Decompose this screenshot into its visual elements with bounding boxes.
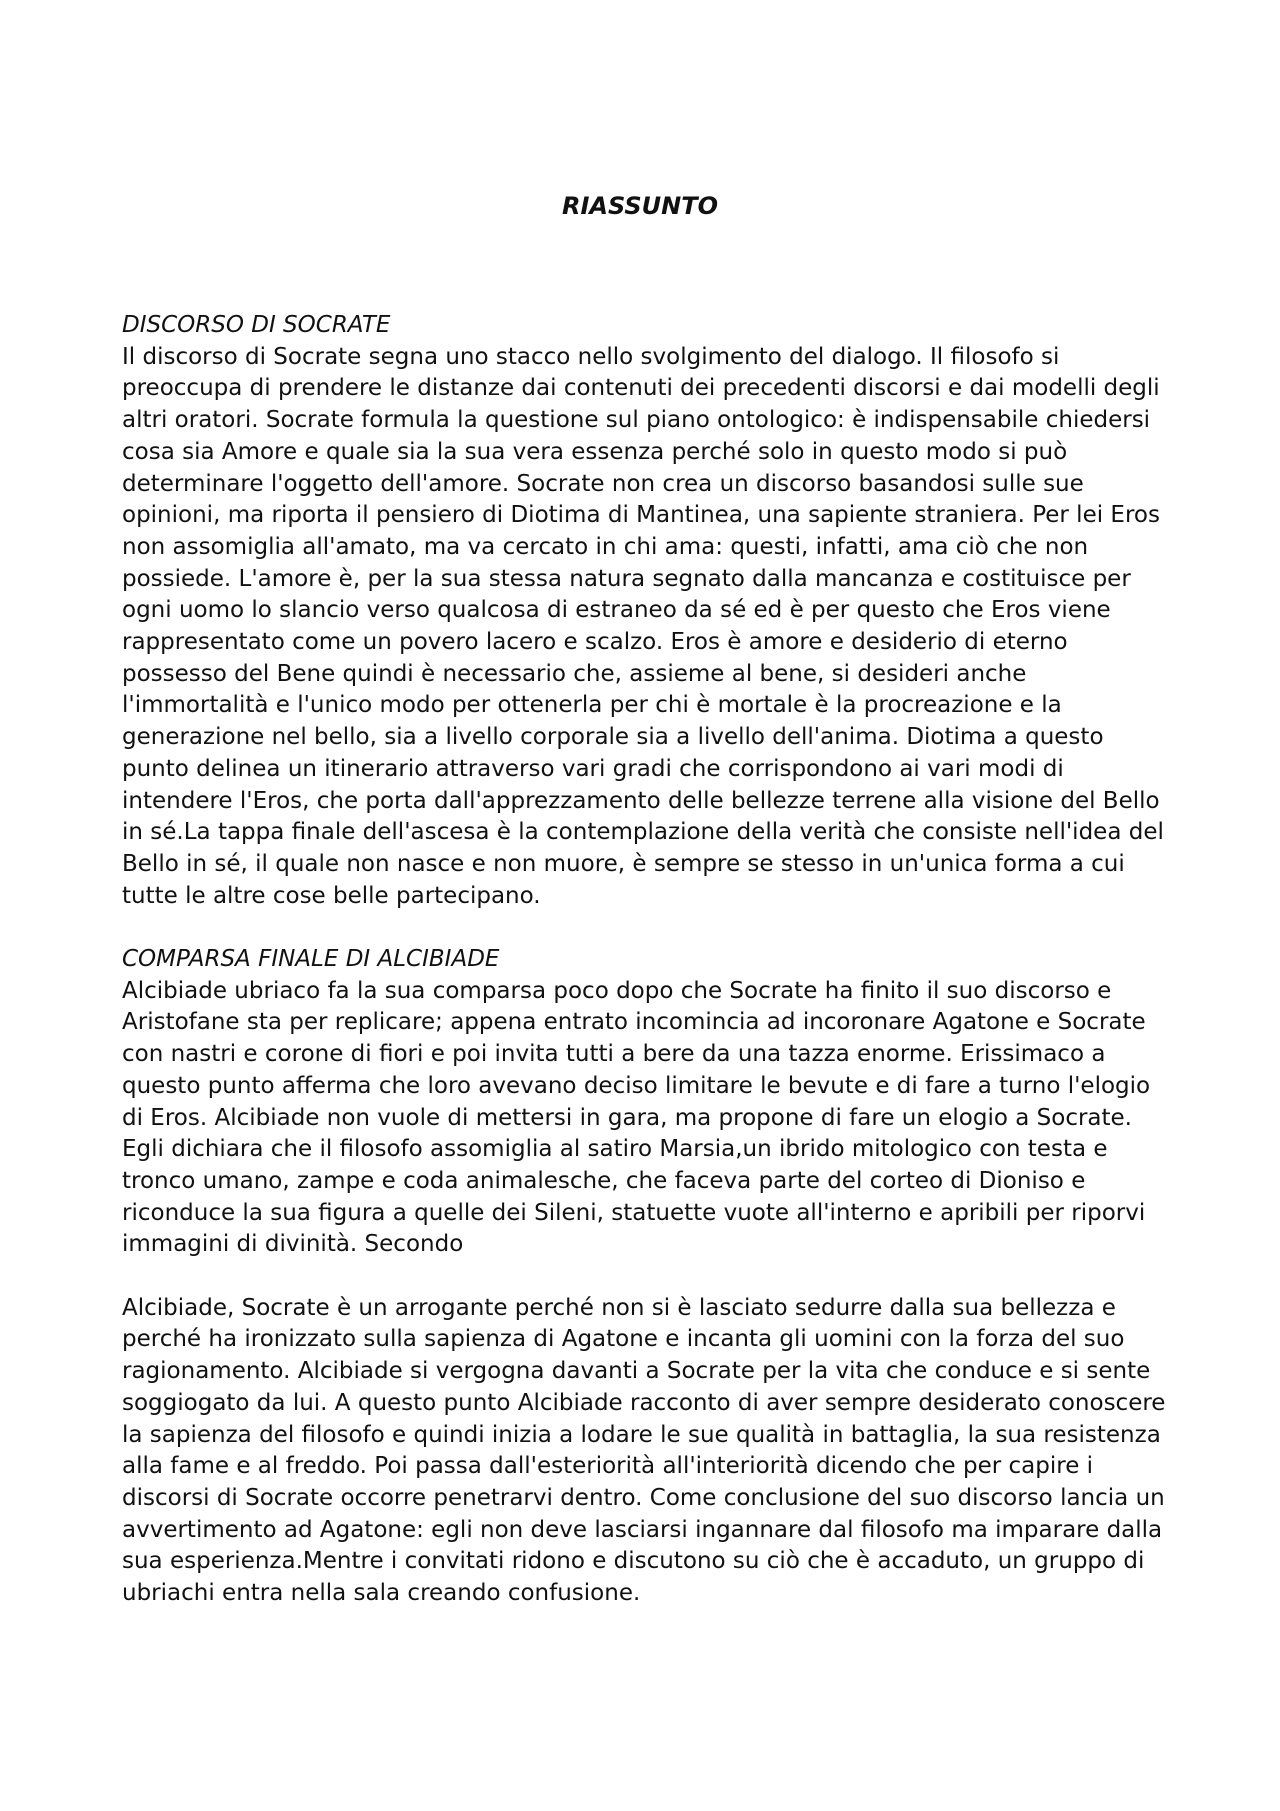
document-body — [122, 310, 1172, 1610]
blank-line — [122, 912, 1172, 944]
document-title: RIASSUNTO — [561, 192, 719, 220]
paragraph: Alcibiade ubriaco fa la sua comparsa poco dopo che Socrate ha finito il suo discorso e Aristofane sta per replicare; appena entrato incomincia ad incoronare Agatone e Socrate con nastri e corone di fiori e poi invita tutti a bere da una tazza enorme. Erissimaco a questo punto afferma che loro avevano deciso limitare le bevute e di fare a turno l'elogio di Eros. Alcibiade non vuole di mettersi in gara, ma propone di fare un elogio a Socrate. — [122, 977, 1151, 1131]
section-comparsa-finale-di-alcibiade — [122, 944, 1172, 1610]
paragraph: Egli dichiara che il filosofo assomiglia al satiro Marsia,un ibrido mitologico con testa e tronco umano, zampe e coda animalesche, che faceva parte del corteo di Dioniso e riconduce la sua figura a quelle dei Sileni, statuette vuote all'interno e apribili per riporvi immagini di divinità. Secondo — [122, 1136, 1146, 1258]
blank-line — [122, 1261, 1172, 1293]
section-discorso-di-socrate — [122, 310, 1172, 912]
paragraph: Il discorso di Socrate segna uno stacco nello svolgimento del dialogo. Il filosofo si preoccupa di prendere le distanze dai contenuti dei precedenti discorsi e dai modelli degli altri oratori. Socrate formula la questione sul piano ontologico: è indispensabile chiedersi cosa sia Amore e quale sia la sua vera essenza perché solo in questo modo si può determinare l'oggetto dell'amore. Socrate non crea un discorso basandosi sulle sue opinioni, ma riporta il pensiero di Diotima di Mantinea, una sapiente straniera. Per lei Eros non assomiglia all'amato, ma va cercato in chi ama: questi, infatti, ama ciò che non possiede. L'amore è, per la sua stessa natura segnato dalla mancanza e costituisce per ogni uomo lo slancio verso qualcosa di estraneo da sé ed è per questo che Eros viene rappresentato come un povero lacero e scalzo. Eros è amore e desiderio di eterno possesso del Bene quindi è necessario che, assieme al bene, si desideri anche l'immortalità e l'unico modo per ottenerla per chi è mortale è la procreazione e la generazione nel bello, sia a livello corporale sia a livello dell'anima. Diotima a questo punto delinea un itinerario attraverso vari gradi che corrispondono ai vari modi di intendere l'Eros, che porta dall'apprezzamento delle bellezze terrene alla visione del Bello in sé.La tappa finale dell'ascesa è la contemplazione della verità che consiste nell'idea del Bello in sé, il quale non nasce e non muore, è sempre se stesso in un'unica forma a cui tutte le altre cose belle partecipano. — [122, 343, 1164, 909]
paragraph: Alcibiade, Socrate è un arrogante perché non si è lasciato sedurre dalla sua bellezza e perché ha ironizzato sulla sapienza di Agatone e incanta gli uomini con la forza del suo ragionamento. Alcibiade si vergogna davanti a Socrate per la vita che conduce e si sente soggiogato da lui. A questo punto Alcibiade racconto di aver sempre desiderato conoscere la sapienza del filosofo e quindi inizia a lodare le sue qualità in battaglia, la sua resistenza alla fame e al freddo. Poi passa dall'esteriorità all'interiorità dicendo che per capire i discorsi di Socrate occorre penetrarvi dentro. Come conclusione del suo discorso lancia un avvertimento ad Agatone: egli non deve lasciarsi ingannare dal filosofo ma imparare dalla sua esperienza.Mentre i convitati ridono e discutono su ciò che è accaduto, un gruppo di ubriachi entra nella sala creando confusione. — [122, 1294, 1166, 1607]
section-heading: COMPARSA FINALE DI ALCIBIADE — [122, 946, 500, 973]
section-heading: DISCORSO DI SOCRATE — [122, 312, 391, 338]
